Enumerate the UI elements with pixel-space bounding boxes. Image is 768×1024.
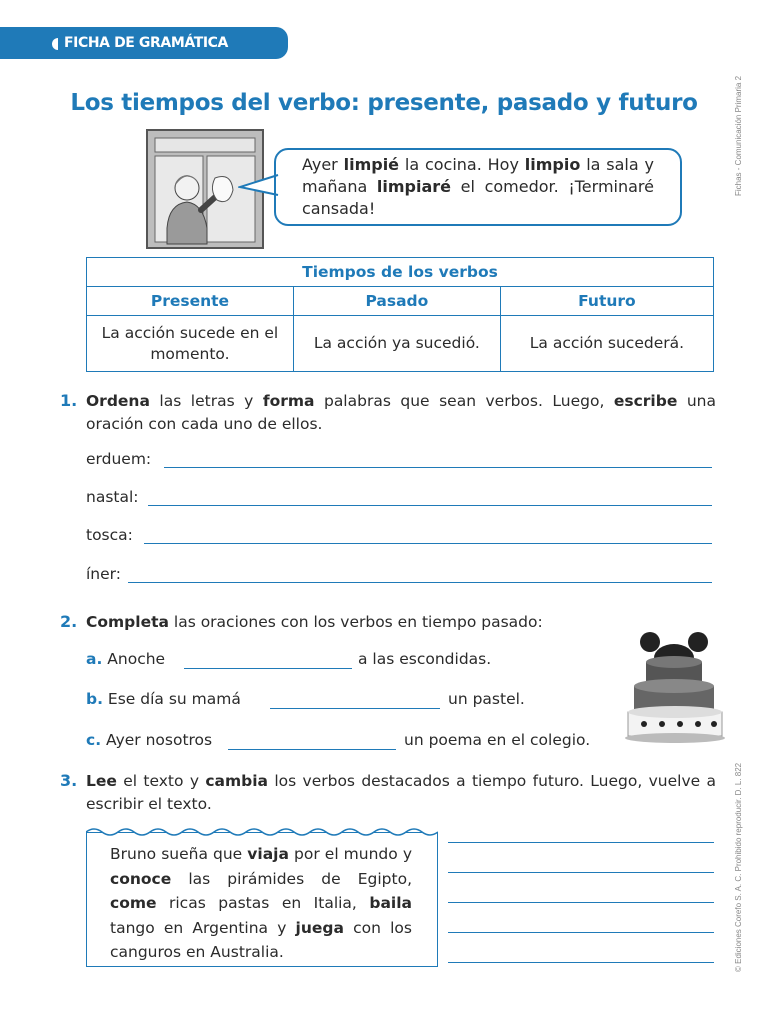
fill-blank-line[interactable] — [270, 708, 440, 709]
answer-line[interactable] — [164, 467, 712, 468]
sentence-a-end: a las escondidas. — [358, 650, 492, 668]
header-tab-label: FICHA DE GRAMÁTICA — [64, 35, 228, 51]
page-title: Los tiempos del verbo: presente, pasado y futuro — [70, 90, 698, 116]
sentence-a: a. Anoche — [86, 650, 166, 668]
speech-bubble: Ayer limpié la cocina. Hoy limpio la sala y mañana limpiaré el comedor. ¡Terminaré cansada! — [274, 148, 682, 226]
table-cell: La acción sucederá. — [500, 316, 713, 372]
question-1-instructions: Ordena las letras y forma palabras que sean verbos. Luego, escribe una oración con cada uno de ellos. — [86, 392, 716, 433]
side-note-top: Fichas - Comunicación Primaria 2 — [734, 75, 743, 196]
verb-present-past: limpié — [343, 155, 400, 174]
table-caption: Tiempos de los verbos — [87, 258, 714, 287]
tab-marker — [52, 38, 58, 50]
answer-line[interactable] — [148, 505, 712, 506]
question-number: 2. — [60, 612, 78, 631]
question-number: 1. — [60, 391, 78, 410]
scrambled-word: nastal: — [86, 488, 139, 506]
scrambled-word: íner: — [86, 565, 121, 583]
side-note-bottom: © Ediciones Corefo S. A. C. Prohibido reproducir. D. L. 822 — [734, 762, 743, 972]
scrambled-word: erduem: — [86, 450, 152, 468]
question-2-instructions: Completa las oraciones con los verbos en tiempo pasado: — [86, 613, 543, 631]
answer-line[interactable] — [144, 543, 712, 544]
question-3-instructions: Lee el texto y cambia los verbos destacados a tiempo futuro. Luego, vuelve a escribir el texto. — [86, 772, 716, 813]
verb-future: limpiaré — [376, 177, 452, 196]
rewrite-line[interactable] — [448, 842, 714, 843]
verb-tenses-table — [86, 257, 714, 372]
story-text: Bruno sueña que viaja por el mundo y conoce las pirámides de Egipto, come ricas pastas en Italia, baila tango en Argentina y juega con los canguros en Australia. — [110, 845, 412, 961]
rewrite-line[interactable] — [448, 902, 714, 903]
sentence-c: c. Ayer nosotros — [86, 731, 213, 749]
table-cell: La acción sucede en el momento. — [87, 316, 294, 372]
fill-blank-line[interactable] — [228, 749, 396, 750]
table-header: Pasado — [293, 287, 500, 316]
rewrite-line[interactable] — [448, 872, 714, 873]
mouse-cake-illustration — [622, 628, 728, 746]
table-header: Presente — [87, 287, 294, 316]
sentence-c-end: un poema en el colegio. — [404, 731, 591, 749]
answer-line[interactable] — [128, 582, 712, 583]
verb-present: limpio — [524, 155, 581, 174]
sentence-b-end: un pastel. — [448, 690, 525, 708]
scrambled-word: tosca: — [86, 526, 133, 544]
wavy-border — [86, 826, 438, 838]
table-header: Futuro — [500, 287, 713, 316]
fill-blank-line[interactable] — [184, 668, 352, 669]
question-number: 3. — [60, 771, 78, 790]
sentence-b: b. Ese día su mamá — [86, 690, 241, 708]
table-cell: La acción ya sucedió. — [293, 316, 500, 372]
rewrite-line[interactable] — [448, 932, 714, 933]
rewrite-line[interactable] — [448, 962, 714, 963]
